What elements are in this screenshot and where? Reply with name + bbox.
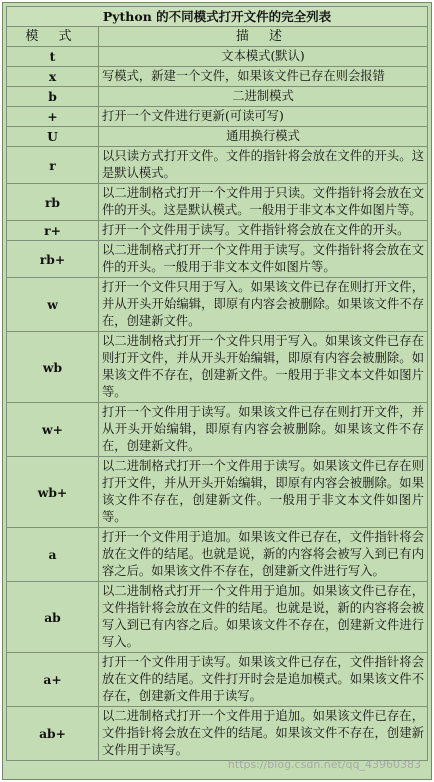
header-row xyxy=(7,27,428,47)
table-row xyxy=(7,528,428,582)
mode-header: 模 式 xyxy=(7,27,99,47)
description-cell: 以二进制格式打开一个文件只用于写入。如果该文件已存在则打开文件，并从开头开始编辑，即原有内容会被删除。如果该文件不存在，创建新文件。一般用于非文本文件如图片等。 xyxy=(99,332,428,403)
mode-cell: a xyxy=(7,528,99,582)
mode-cell: x xyxy=(7,67,99,87)
mode-cell: t xyxy=(7,47,99,67)
description-cell: 写模式，新建一个文件，如果该文件已存在则会报错 xyxy=(99,67,428,87)
mode-cell: wb+ xyxy=(7,457,99,528)
table-row xyxy=(7,457,428,528)
table-row xyxy=(7,582,428,653)
mode-cell: + xyxy=(7,107,99,127)
title-row xyxy=(7,7,428,27)
table-row xyxy=(7,241,428,278)
table-row xyxy=(7,107,428,127)
watermark: https://blog.csdn.net/qq_43960383 xyxy=(227,758,421,771)
mode-cell: wb xyxy=(7,332,99,403)
table-row xyxy=(7,127,428,147)
table-row xyxy=(7,278,428,332)
mode-cell: rb+ xyxy=(7,241,99,278)
description-cell: 以只读方式打开文件。文件的指针将会放在文件的开头。这是默认模式。 xyxy=(99,147,428,184)
table-row xyxy=(7,67,428,87)
mode-cell: rb xyxy=(7,184,99,221)
mode-cell: ab xyxy=(7,582,99,653)
table-frame xyxy=(2,2,432,780)
description-cell: 打开一个文件进行更新(可读可写) xyxy=(99,107,428,127)
mode-cell: ab+ xyxy=(7,707,99,761)
mode-cell: a+ xyxy=(7,653,99,707)
mode-cell: r xyxy=(7,147,99,184)
mode-cell: r+ xyxy=(7,221,99,241)
mode-cell: w xyxy=(7,278,99,332)
table-row xyxy=(7,653,428,707)
table-row xyxy=(7,147,428,184)
table-row xyxy=(7,332,428,403)
table-row xyxy=(7,221,428,241)
mode-cell: U xyxy=(7,127,99,147)
desc-header: 描 述 xyxy=(99,27,428,47)
description-cell: 打开一个文件只用于写入。如果该文件已存在则打开文件，并从开头开始编辑，即原有内容会被删除。如果该文件不存在，创建新文件。 xyxy=(99,278,428,332)
description-cell: 通用换行模式 xyxy=(99,127,428,147)
table-row xyxy=(7,87,428,107)
mode-cell: w+ xyxy=(7,403,99,457)
table-row xyxy=(7,707,428,761)
description-cell: 以二进制格式打开一个文件用于追加。如果该文件已存在，文件指针将会放在文件的结尾。如果该文件不存在，创建新文件用于读写。 xyxy=(99,707,428,761)
description-cell: 二进制模式 xyxy=(99,87,428,107)
file-modes-table xyxy=(6,6,428,761)
mode-cell: b xyxy=(7,87,99,107)
table-row xyxy=(7,403,428,457)
table-body xyxy=(7,7,428,761)
description-cell: 以二进制格式打开一个文件用于追加。如果该文件已存在，文件指针将会放在文件的结尾。也就是说，新的内容将会被写入到已有内容之后。如果该文件不存在，创建新文件进行写入。 xyxy=(99,582,428,653)
description-cell: 打开一个文件用于读写。文件指针将会放在文件的开头。 xyxy=(99,221,428,241)
description-cell: 以二进制格式打开一个文件用于读写。文件指针将会放在文件的开头。一般用于非文本文件如图片等。 xyxy=(99,241,428,278)
description-cell: 以二进制格式打开一个文件用于读写。如果该文件已存在则打开文件，并从开头开始编辑，即原有内容会被删除。如果该文件不存在，创建新文件。一般用于非文本文件如图片等。 xyxy=(99,457,428,528)
description-cell: 打开一个文件用于读写。如果该文件已存在则打开文件，并从开头开始编辑，即原有内容会被删除。如果该文件不存在，创建新文件。 xyxy=(99,403,428,457)
description-cell: 打开一个文件用于追加。如果该文件已存在，文件指针将会放在文件的结尾。也就是说，新的内容将会被写入到已有内容之后。如果该文件不存在，创建新文件进行写入。 xyxy=(99,528,428,582)
table-row xyxy=(7,47,428,67)
table-title: Python 的不同模式打开文件的完全列表 xyxy=(7,7,428,27)
description-cell: 以二进制格式打开一个文件用于只读。文件指针将会放在文件的开头。这是默认模式。一般用于非文本文件如图片等。 xyxy=(99,184,428,221)
table-row xyxy=(7,184,428,221)
description-cell: 打开一个文件用于读写。如果该文件已存在，文件指针将会放在文件的结尾。文件打开时会是追加模式。如果该文件不存在，创建新文件用于读写。 xyxy=(99,653,428,707)
description-cell: 文本模式(默认) xyxy=(99,47,428,67)
